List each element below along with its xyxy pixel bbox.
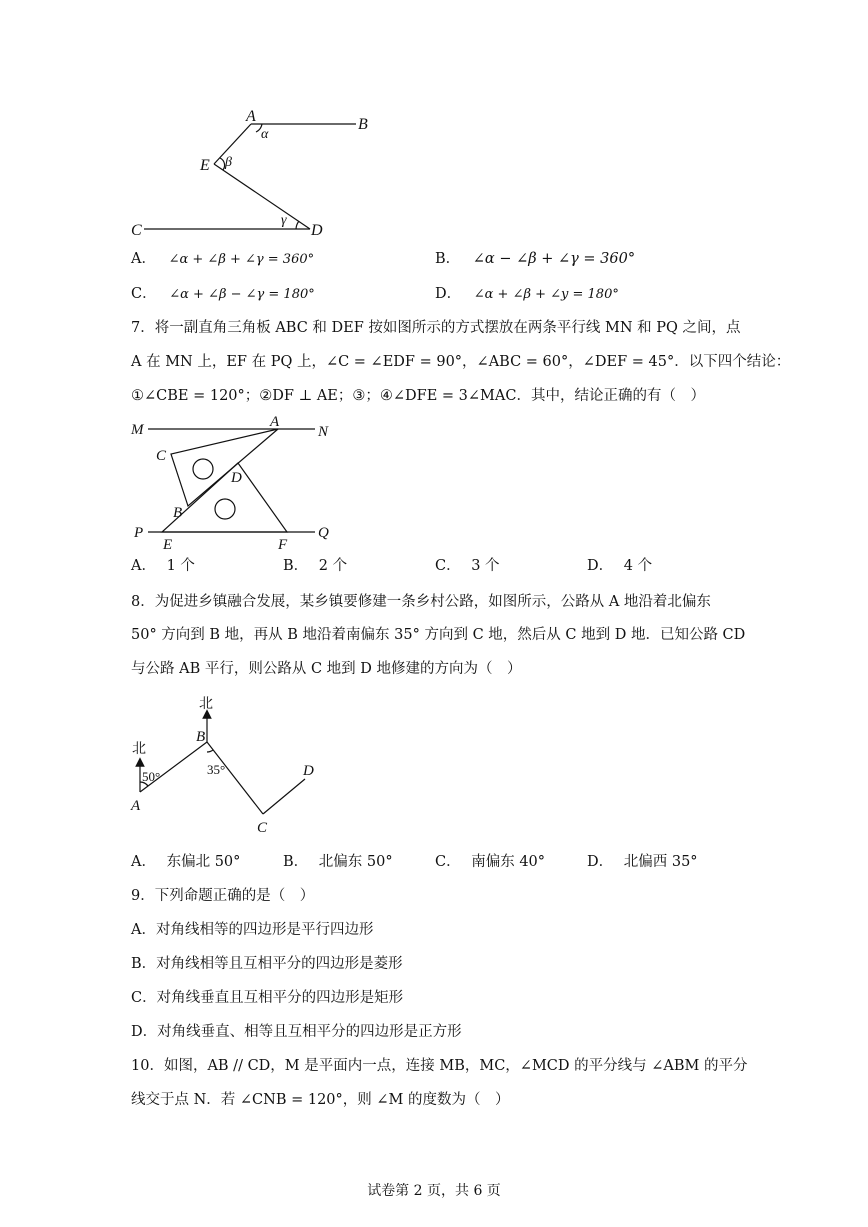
q10-stem-line2: 线交于点 N．若 ∠CNB = 120°，则 ∠M 的度数为（ ）: [131, 1092, 510, 1108]
label-north-1: 北: [132, 742, 146, 757]
label-gamma: γ: [281, 213, 287, 228]
label-angle-50: 50°: [142, 769, 161, 784]
label-b: B: [358, 116, 368, 133]
option-text: ∠α − ∠β + ∠γ = 360°: [472, 251, 636, 267]
option-letter: D．: [587, 558, 614, 574]
option-text: 4 个: [623, 558, 653, 574]
label-angle-35: 35°: [207, 762, 226, 777]
page-footer: 试卷第 2 页，共 6 页: [367, 1183, 501, 1199]
q8-stem-line2: 50° 方向到 B 地，再从 B 地沿着南偏东 35° 方向到 C 地，然后从 C 地到 D 地．已知公路 CD: [131, 627, 746, 643]
label-d: D: [303, 763, 314, 779]
option-text: 1 个: [166, 558, 195, 574]
q8-option-d[interactable]: [587, 853, 698, 871]
label-b: B: [173, 505, 183, 521]
option-text: ∠α + ∠β + ∠y = 180°: [473, 287, 619, 302]
option-text: 南偏东 40°: [471, 854, 546, 870]
q7-stem-line3: ①∠CBE = 120°；②DF ⊥ AE；③；④∠DFE = 3∠MAC．其中，结论正确的有（ ）: [131, 388, 705, 404]
option-letter: D．: [435, 286, 462, 302]
label-d: D: [231, 470, 242, 486]
q7-stem-line2: A 在 MN 上，EF 在 PQ 上，∠C = ∠EDF = 90°，∠ABC = 60°，∠DEF = 45°．以下四个结论：: [131, 354, 791, 370]
label-c: C: [131, 222, 142, 239]
option-text: 北偏东 50°: [318, 854, 393, 870]
option-letter: C．: [435, 854, 461, 870]
q9-stem: 9．下列命题正确的是（ ）: [131, 888, 315, 904]
option-text: 东偏北 50°: [166, 854, 241, 870]
option-text: 3 个: [471, 558, 500, 574]
label-a: A: [246, 108, 256, 125]
label-m: M: [131, 422, 144, 438]
option-text: 2 个: [318, 558, 348, 574]
label-c: C: [257, 820, 268, 836]
q8-stem-line1: 8．为促进乡镇融合发展，某乡镇要修建一条乡村公路，如图所示，公路从 A 地沿着北偏东: [131, 594, 711, 610]
label-d: D: [311, 222, 323, 239]
label-p: P: [134, 525, 144, 541]
label-beta: β: [225, 155, 232, 170]
q8-option-b[interactable]: [283, 853, 393, 871]
option-letter: B．: [435, 251, 461, 267]
road-ab: [140, 742, 207, 792]
q8-option-c[interactable]: [435, 853, 545, 871]
label-n: N: [318, 424, 329, 440]
road-bc: [207, 742, 263, 814]
label-f: F: [278, 537, 288, 553]
label-e: E: [163, 537, 173, 553]
option-text: 北偏西 35°: [623, 854, 698, 870]
label-c: C: [156, 448, 167, 464]
option-letter: B．: [283, 558, 309, 574]
q8-stem-line3: 与公路 AB 平行，则公路从 C 地到 D 地修建的方向为（ ）: [131, 661, 522, 677]
option-letter: B．: [283, 854, 309, 870]
q8-option-a[interactable]: [131, 853, 240, 871]
option-text: ∠α + ∠β + ∠γ = 360°: [168, 252, 315, 267]
option-letter: C．: [435, 558, 461, 574]
label-north-2: 北: [199, 697, 213, 712]
label-a: A: [131, 798, 141, 814]
road-cd: [263, 779, 305, 814]
option-letter: D．: [587, 854, 614, 870]
option-letter: A．: [131, 251, 156, 267]
label-q: Q: [318, 525, 329, 541]
q10-stem-line1: 10．如图，AB // CD，M 是平面内一点，连接 MB，MC，∠MCD 的平分线与 ∠ABM 的平分: [131, 1058, 748, 1074]
option-letter: C．: [131, 286, 157, 302]
label-b: B: [196, 729, 206, 745]
option-letter: A．: [131, 558, 156, 574]
option-text: ∠α + ∠β − ∠γ = 180°: [169, 287, 315, 302]
q9-option-d[interactable]: D．对角线垂直、相等且互相平分的四边形是正方形: [131, 1024, 462, 1040]
label-a: A: [270, 414, 280, 430]
q9-option-a[interactable]: A．对角线相等的四边形是平行四边形: [131, 922, 374, 938]
q9-option-c[interactable]: C．对角线垂直且互相平分的四边形是矩形: [131, 990, 404, 1006]
q9-option-b[interactable]: B．对角线相等且互相平分的四边形是菱形: [131, 956, 403, 972]
label-alpha: α: [261, 127, 269, 142]
q7-stem-line1: 7．将一副直角三角板 ABC 和 DEF 按如图所示的方式摆放在两条平行线 MN 和 PQ 之间，点: [131, 320, 741, 336]
label-e: E: [200, 157, 210, 174]
option-letter: A．: [131, 854, 156, 870]
